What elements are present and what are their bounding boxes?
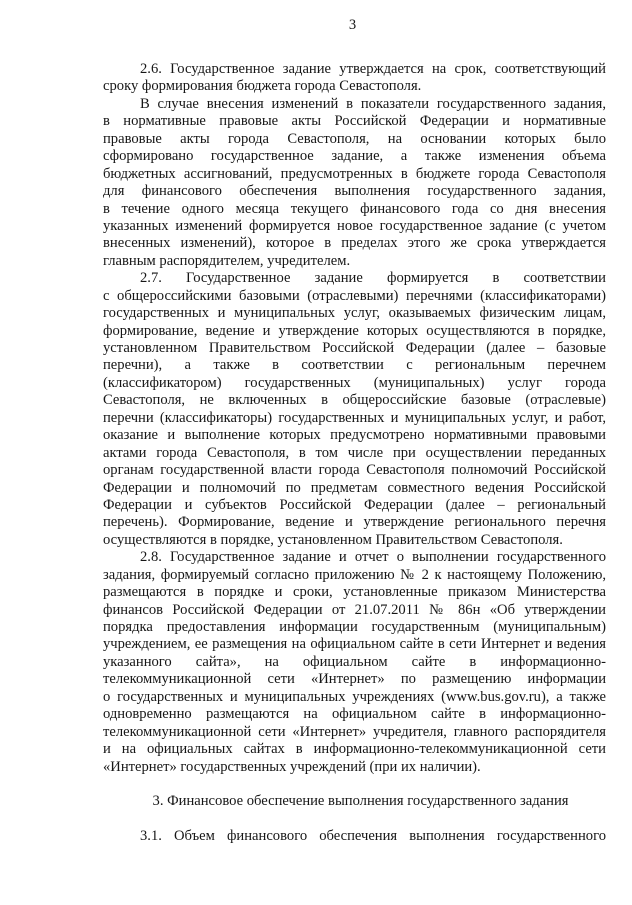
paragraph-2-6-changes	[103, 96, 606, 270]
text-line: в течение одного месяца текущего финансового года со дня внесения	[103, 200, 606, 217]
text-line: главным распорядителем, учредителем.	[103, 252, 351, 269]
text-line: Севастополя, не включенных в общероссийские базовые (отраслевые)	[103, 392, 606, 409]
text-line: «Интернет» государственных учреждений (при их наличии).	[103, 758, 481, 775]
text-line: в нормативные правовые акты Российской Федерации и нормативные	[103, 113, 606, 130]
text-line: сроку формирования бюджета города Севастополя.	[103, 78, 422, 95]
text-line: государственных и муниципальных услуг, оказываемых физическим лицам,	[103, 305, 606, 322]
text-line: Федерации и полномочий по предметам совместного ведения Российской	[103, 479, 606, 496]
section-heading: 3. Финансовое обеспечение выполнения государственного задания	[152, 793, 569, 810]
text-line: финансов Российской Федерации от 21.07.2011 № 86н «Об утверждении	[103, 601, 606, 618]
text-line: учреждением, ее размещения на официальном сайте в сети Интернет и ведения	[103, 636, 606, 653]
text-line: перечень). Формирование, ведение и утверждение регионального перечня	[103, 514, 606, 531]
text-line: порядка предоставления информации государственным (муниципальным)	[103, 619, 606, 635]
paragraph-3-1	[103, 828, 606, 845]
text-line: 2.7. Государственное задание формируется в соответствии	[140, 270, 606, 287]
text-line: указанных изменений формируется новое государственное задание (с учетом	[103, 217, 606, 234]
page-number: 3	[348, 17, 357, 33]
text-line: размещаются в порядке и сроки, установленные приказом Министерства	[103, 584, 606, 601]
blank-line	[103, 776, 606, 793]
text-line: установленном Правительством Российской Федерации (далее – базовые	[103, 340, 606, 356]
text-line: перечни (классификаторы) государственных и муниципальных услуг, и работ,	[103, 409, 606, 426]
text-line: и на официальных сайтах в информационно-телекоммуникационной сети	[103, 741, 606, 758]
paragraph-2-7	[103, 270, 606, 549]
text-line: Федерации и субъектов Российской Федерации (далее – региональный	[103, 496, 606, 513]
text-line: 2.8. Государственное задание и отчет о выполнении государственного	[140, 549, 606, 566]
text-line: осуществляются в порядке, установленном Правительством Севастополя.	[103, 531, 563, 548]
text-line: правовые акты города Севастополя, на основании которых было	[103, 130, 606, 147]
text-line: (классификатором) государственных (муниципальных) услуг города	[103, 374, 606, 391]
text-line: внесенных изменений), которое в пределах этого же срока утверждается	[103, 235, 606, 252]
text-line: оказание и выполнение которых предусмотрено нормативными правовыми	[103, 427, 606, 444]
text-line: органам государственной власти города Севастополя полномочий Российской	[103, 462, 606, 479]
text-line: задания, формируемый согласно приложению № 2 к настоящему Положению,	[103, 566, 606, 583]
text-line: формирование, ведение и утверждение которых осуществляются в порядке,	[103, 322, 606, 339]
text-line: В случае внесения изменений в показатели государственного задания,	[140, 95, 606, 112]
text-line: 2.6. Государственное задание утверждается на срок, соответствующий	[140, 61, 606, 77]
text-line: перечни), а также в соответствии с региональным перечнем	[103, 357, 606, 374]
paragraph-2-8	[103, 549, 606, 776]
text-line: актами города Севастополя, в том числе при осуществлении переданных	[103, 444, 606, 461]
text-line: одновременно размещаются на официальном сайте в информационно-	[103, 706, 606, 723]
text-line: телекоммуникационной сети «Интернет» по размещению информации	[103, 671, 606, 688]
text-line: для финансового обеспечения выполнения государственного задания,	[103, 183, 606, 200]
paragraph-2-6	[103, 61, 606, 96]
blank-line	[103, 811, 606, 828]
text-line: о государственных и муниципальных учреждениях (www.bus.gov.ru), а также	[103, 688, 606, 705]
text-line: 3.1. Объем финансового обеспечения выполнения государственного	[140, 828, 606, 845]
text-line: указанного сайта», на официальном сайте в информационно-	[103, 653, 606, 670]
text-line: телекоммуникационной сети «Интернет» учредителя, главного распорядителя	[103, 723, 606, 740]
text-line: сформировано государственное задание, а также изменения объема	[103, 148, 606, 165]
text-line: с общероссийскими базовыми (отраслевыми) перечнями (классификаторами)	[103, 287, 606, 304]
text-line: бюджетных ассигнований, предусмотренных в бюджете города Севастополя	[103, 165, 606, 182]
document-body	[103, 61, 606, 846]
